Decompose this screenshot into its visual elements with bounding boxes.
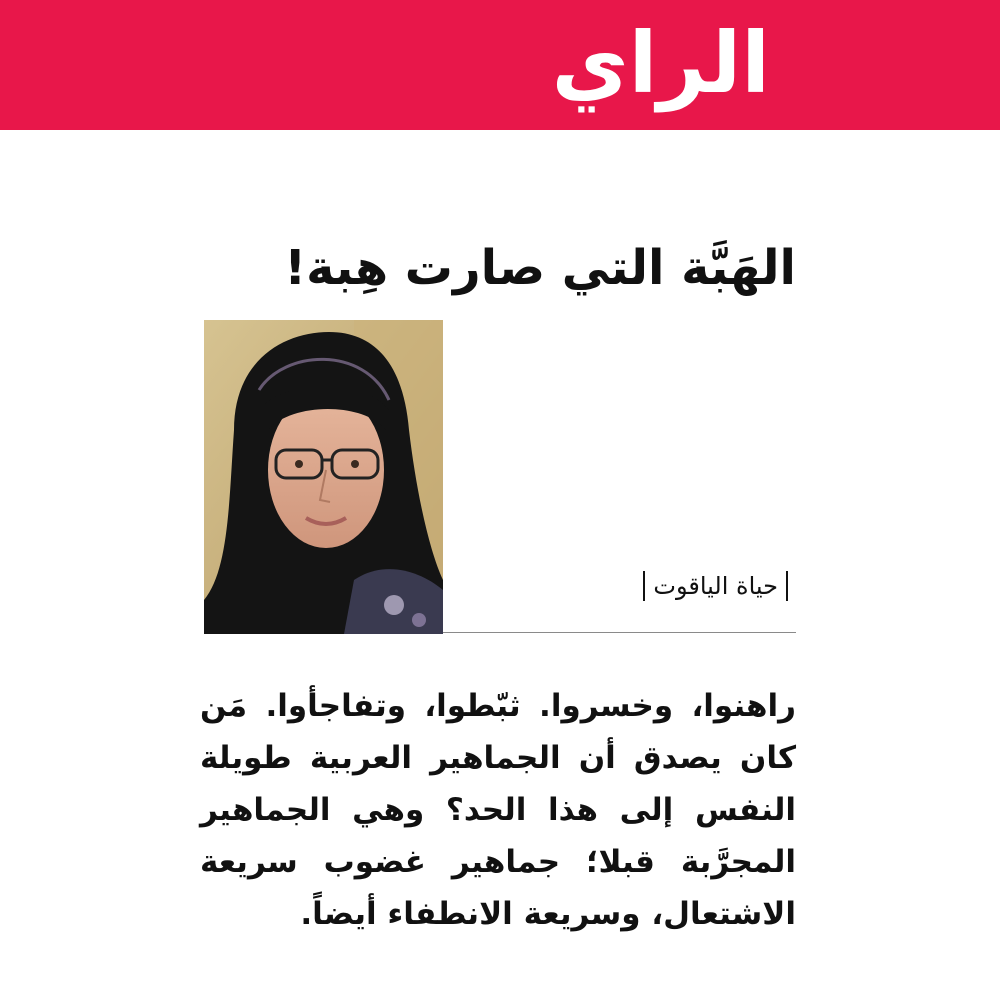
byline-bar-right (786, 571, 788, 601)
author-photo (204, 320, 443, 634)
article-paragraph: راهنوا، وخسروا. ثبّطوا، وتفاجأوا. مَن كان يصدق أن الجماهير العربية طويلة النفس إلى هذا الحد؟ وهي الجماهير المجرَّبة قبلا؛ جماهير غضوب سريعة الاشتعال، وسريعة الانطفاء أيضاً. (200, 688, 796, 932)
byline-bar-left (643, 571, 645, 601)
article-body (200, 680, 796, 940)
article-headline: الهَبَّة التي صارت هِبة! (284, 240, 796, 297)
newspaper-logo[interactable]: الراي (551, 14, 770, 112)
byline-divider (443, 632, 796, 633)
author-byline (635, 566, 796, 606)
masthead-banner (0, 0, 1000, 130)
author-name[interactable]: حياة الياقوت (653, 572, 778, 600)
